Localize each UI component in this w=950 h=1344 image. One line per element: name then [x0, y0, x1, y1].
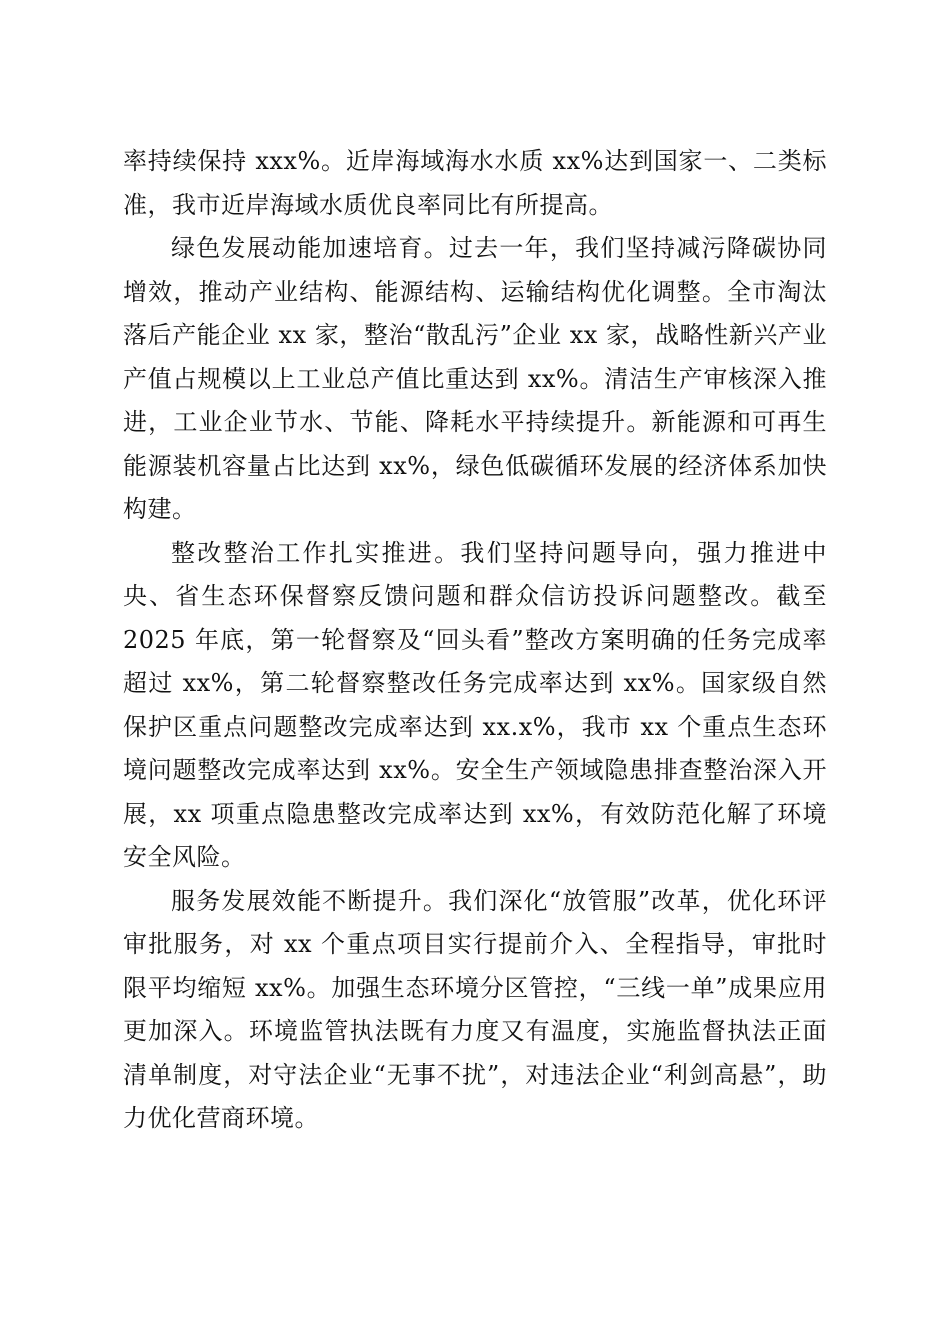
paragraph-service-efficiency: 服务发展效能不断提升。我们深化“放管服”改革，优化环评审批服务，对 xx 个重点项目实行提前介入、全程指导，审批时限平均缩短 xx%。加强生态环境分区管控，“三线一单”成果应用更加深入。环境监管执法既有力度又有温度，实施监督执法正面清单制度，对守法企业“无事不扰”，对违法企业“利剑高悬”，助力优化营商环境。: [123, 886, 827, 1132]
paragraph-continuation: 率持续保持 xxx%。近岸海域海水水质 xx%达到国家一、二类标准，我市近岸海域水质优良率同比有所提高。: [123, 147, 827, 219]
paragraph-rectification: 整改整治工作扎实推进。我们坚持问题导向，强力推进中央、省生态环保督察反馈问题和群众信访投诉问题整改。截至 2025 年底，第一轮督察及“回头看”整改方案明确的任务完成率超过 xx%，第二轮督察整改任务完成率达到 xx%。国家级自然保护区重点问题整改完成率达到 xx.x%，我市 xx 个重点生态环境问题整改完成率达到 xx%。安全生产领域隐患排查整治深入开展，xx 项重点隐患整改完成率达到 xx%，有效防范化解了环境安全风险。: [123, 538, 827, 871]
paragraph-green-development: 绿色发展动能加速培育。过去一年，我们坚持减污降碳协同增效，推动产业结构、能源结构、运输结构优化调整。全市淘汰落后产能企业 xx 家，整治“散乱污”企业 xx 家，战略性新兴产业产值占规模以上工业总产值比重达到 xx%。清洁生产审核深入推进，工业企业节水、节能、降耗水平持续提升。新能源和可再生能源装机容量占比达到 xx%，绿色低碳循环发展的经济体系加快构建。: [123, 234, 827, 523]
document-body: [123, 140, 827, 1141]
